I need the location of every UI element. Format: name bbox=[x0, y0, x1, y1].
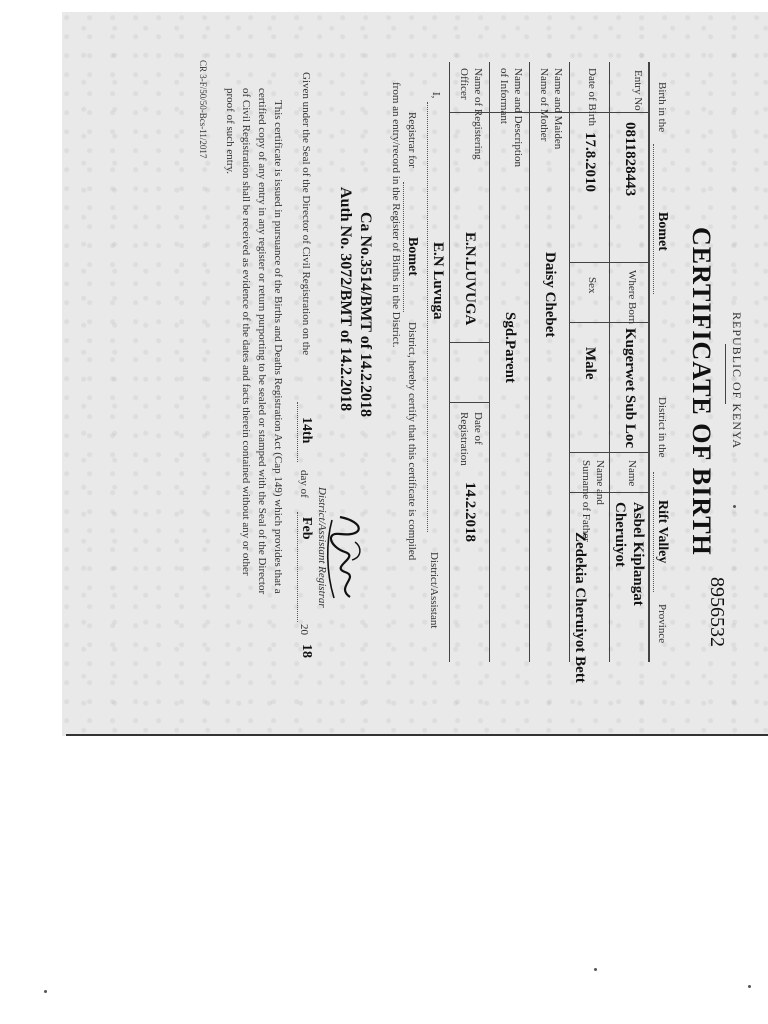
informant-label-a: Name and Description bbox=[512, 68, 524, 167]
table-col-rule bbox=[570, 262, 650, 263]
table-col-rule bbox=[450, 342, 490, 343]
province-label: Province bbox=[656, 604, 668, 644]
child-name-line1: Asbel Kiplangat bbox=[630, 502, 646, 606]
mother-name-value: Daisy Chebet bbox=[542, 252, 558, 338]
officer-label-a: Name of Registering bbox=[472, 68, 484, 160]
certification-district: Bomet bbox=[405, 237, 420, 276]
legal-notice-line4: proof of such entry. bbox=[224, 88, 236, 175]
table-col-rule bbox=[570, 452, 650, 453]
sex-label: Sex bbox=[586, 277, 598, 294]
table-rule bbox=[489, 62, 490, 662]
day-of-label: day of bbox=[298, 470, 310, 498]
registrar-for-label: Registrar for bbox=[406, 112, 418, 168]
father-name-value: Zedekia Cheruiyot Bett bbox=[572, 532, 588, 683]
issue-month: Feb bbox=[299, 517, 314, 540]
mother-label-b: Name of Mother bbox=[538, 68, 550, 142]
table-rule bbox=[569, 62, 570, 662]
date-of-birth-label: Date of Birth bbox=[586, 68, 598, 127]
registration-date-value: 14.2.2018 bbox=[462, 482, 478, 542]
legal-notice-line3: of Civil Registration shall be received as evidence of the dates and facts therein contained without any or other bbox=[240, 88, 252, 576]
dotted-rule bbox=[427, 102, 428, 532]
informant-value: Sgd.Parent bbox=[502, 312, 518, 383]
registrar-name: E.N Luvuga bbox=[430, 242, 446, 320]
district-value: Bomet bbox=[655, 212, 670, 251]
issue-day: 14th bbox=[299, 417, 314, 444]
table-col-rule bbox=[570, 322, 650, 323]
certificate-title: CERTIFICATE OF BIRTH bbox=[687, 227, 716, 556]
registration-label-b: Registration bbox=[458, 412, 470, 466]
ca-number: Ca No.3514/BMT of 14.2.2018 bbox=[357, 212, 374, 418]
child-name-line2: Cheruiyot bbox=[612, 502, 628, 567]
signature-caption: District/Assistant Registrar bbox=[316, 487, 328, 608]
sex-value: Male bbox=[582, 347, 598, 380]
certificate-content bbox=[62, 12, 768, 736]
name-label: Name bbox=[626, 460, 638, 487]
issue-year: 18 bbox=[299, 644, 314, 658]
entry-no-value: 0811828443 bbox=[622, 122, 638, 197]
table-rule-bottom bbox=[449, 62, 450, 662]
table-col-rule bbox=[450, 402, 490, 403]
issue-year-prefix: 20 bbox=[298, 624, 310, 635]
table-rule bbox=[529, 62, 530, 662]
table-rule bbox=[609, 62, 610, 662]
district-assistant-label: District/Assistant bbox=[428, 552, 440, 629]
from-entry-text: from an entry/record in the Register of Births in the District. bbox=[390, 82, 402, 348]
scan-speck bbox=[44, 990, 47, 993]
registration-label-a: Date of bbox=[472, 412, 484, 445]
republic-heading: REPUBLIC OF KENYA bbox=[730, 312, 744, 450]
officer-value: E.N.LUVUGA bbox=[462, 232, 478, 326]
where-born-label: Where Born bbox=[626, 270, 638, 325]
father-label-b: Surname of Father bbox=[580, 460, 592, 542]
registrar-prefix: I, bbox=[430, 92, 442, 99]
form-code: CR 3-F/50/50-Bcs-11/2017 bbox=[198, 60, 208, 159]
scan-speck bbox=[594, 968, 597, 971]
entry-no-label: Entry No bbox=[632, 70, 644, 111]
informant-label-b: of Informant bbox=[498, 68, 510, 124]
where-born-value: Kugerwet Sub Loc bbox=[622, 328, 638, 448]
date-of-birth-value: 17.8.2010 bbox=[582, 132, 598, 192]
given-under-text: Given under the Seal of the Director of Civil Registration on the bbox=[300, 72, 312, 356]
mother-label-a: Name and Maiden bbox=[552, 68, 564, 150]
legal-notice-line2: certified copy of any entry in any register or return purporting to be sealed or stamped with the Seal of the Director bbox=[256, 88, 268, 595]
legal-notice-line1: This certificate is issued in pursuance of the Births and Deaths Registration Act (Cap 149) which provides that a bbox=[272, 100, 284, 594]
serial-number: 8956532 bbox=[706, 577, 728, 647]
scan-speck bbox=[748, 985, 751, 988]
officer-label-b: Officer bbox=[458, 68, 470, 100]
father-label-a: Name and bbox=[594, 460, 606, 505]
auth-number: Auth No. 3072/BMT of 14.2.2018 bbox=[337, 187, 354, 412]
table-col-rule bbox=[570, 112, 650, 113]
certify-text: District, hereby certify that this certificate is compiled bbox=[406, 322, 418, 561]
province-value: Rift Valley bbox=[655, 500, 670, 564]
table-rule-top bbox=[648, 62, 650, 662]
district-label: District in the bbox=[656, 397, 668, 458]
birth-in-the-label: Birth in the bbox=[656, 82, 668, 133]
heading-rule bbox=[725, 344, 726, 404]
